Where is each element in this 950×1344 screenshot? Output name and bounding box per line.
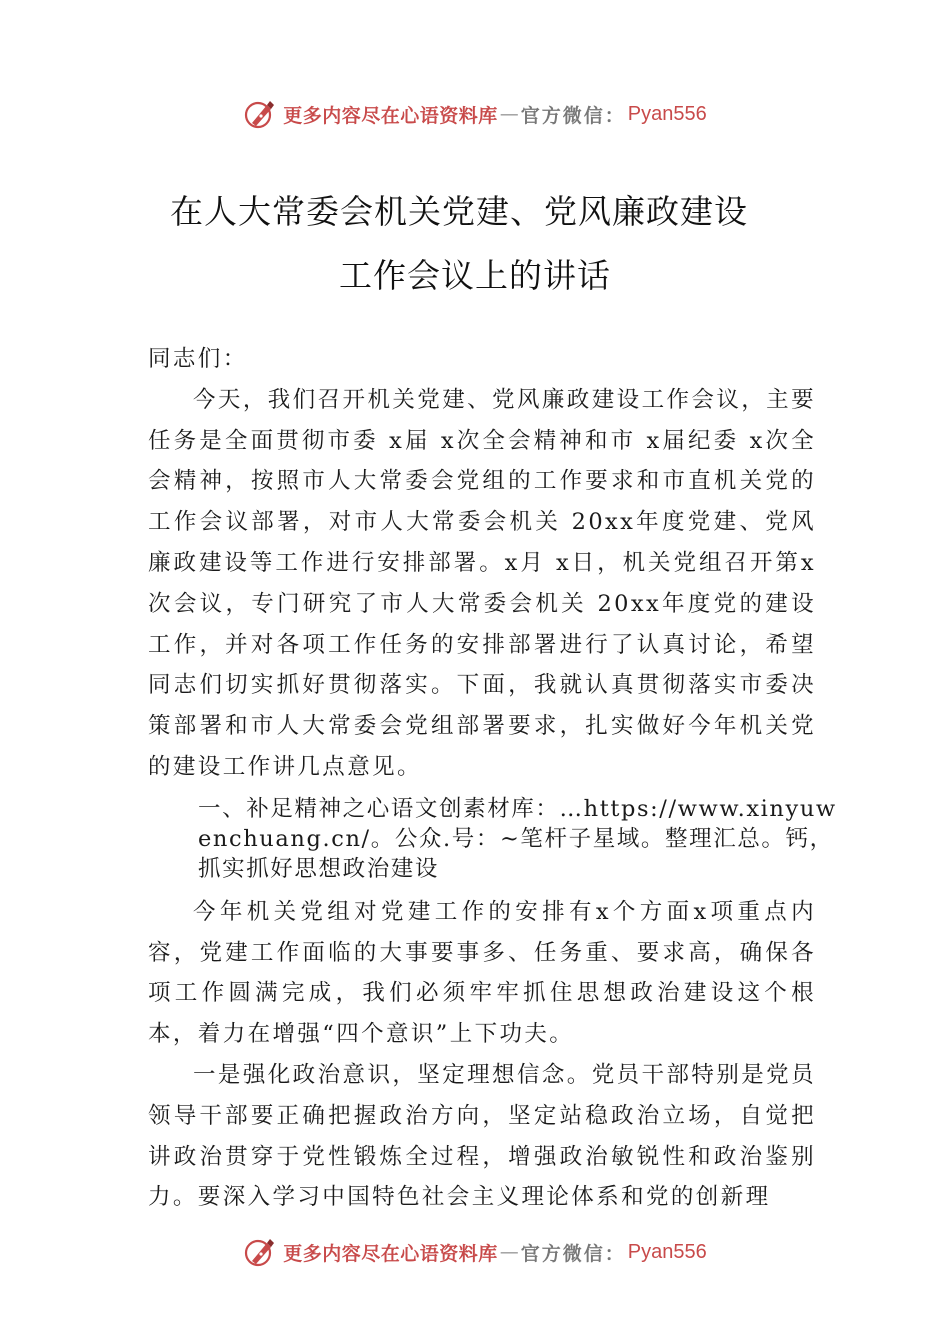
paragraph-section1-overview: 今年机关党组对党建工作的安排有x个方面x项重点内容，党建工作面临的大事要事多、任务重、要求高，确保各项工作圆满完成，我们必须牢牢抓住思想政治建设这个根本，着力在增强“四个意识”上下功夫。 <box>148 898 816 1048</box>
watermark-wechat-id: Pyan556 <box>627 102 707 125</box>
watermark-wechat-id: Pyan556 <box>627 1240 707 1263</box>
pen-nib-logo-icon <box>243 1235 277 1269</box>
watermark-wechat-label: 官方微信： <box>520 104 626 127</box>
paragraph-section1-point1: 一是强化政治意识，坚定理想信念。党员干部特别是党员领导干部要正确把握政治方向，坚定站稳政治立场，自觉把讲政治贯穿于党性锻炼全过程，增强政治敏锐性和政治鉴别力。要深入学习中国特色社会主义理论体系和党的创新理 <box>148 1061 816 1211</box>
document-title-line2: 工作会议上的讲话 <box>339 256 611 295</box>
paragraph-intro: 今天，我们召开机关党建、党风廉政建设工作会议，主要任务是全面贯彻市委 x届 x次全会精神和市 x届纪委 x次全会精神，按照市人大常委会党组的工作要求和市直机关党的工作会议部署，对市人大常委会机关 20xx年度党建、党风廉政建设等工作进行安排部署。x月 x日，机关党组召开第x次会议，专门研究了市人大常委会机关 20xx年度党的建设工作，并对各项工作任务的安排部署进行了认真讨论，希望同志们切实抓好贯彻落实。下面，我就认真贯彻落实市委决策部署和市人大常委会党组部署要求，扎实做好今年机关党的建设工作讲几点意见。 <box>148 386 816 780</box>
salutation: 同志们： <box>148 346 248 372</box>
pen-nib-logo-icon <box>243 97 277 131</box>
document-title-line1: 在人大常委会机关党建、党风廉政建设 <box>170 192 748 231</box>
watermark-separator: — <box>499 1241 519 1263</box>
watermark-separator: — <box>499 103 519 125</box>
watermark-footer <box>0 1230 950 1274</box>
watermark-brand-text: 更多内容尽在心语资料库 <box>283 1242 498 1265</box>
document-body <box>148 339 837 1218</box>
watermark-brand-text: 更多内容尽在心语资料库 <box>283 104 498 127</box>
section-heading-1: 一、补足精神之心语文创素材库：…https://www.xinyuwenchuang.cn/。公众.号：~笔杆子星域。整理汇总。钙，抓实抓好思想政治建设 <box>198 795 837 882</box>
watermark-wechat-label: 官方微信： <box>520 1242 626 1265</box>
watermark-header <box>0 92 950 136</box>
